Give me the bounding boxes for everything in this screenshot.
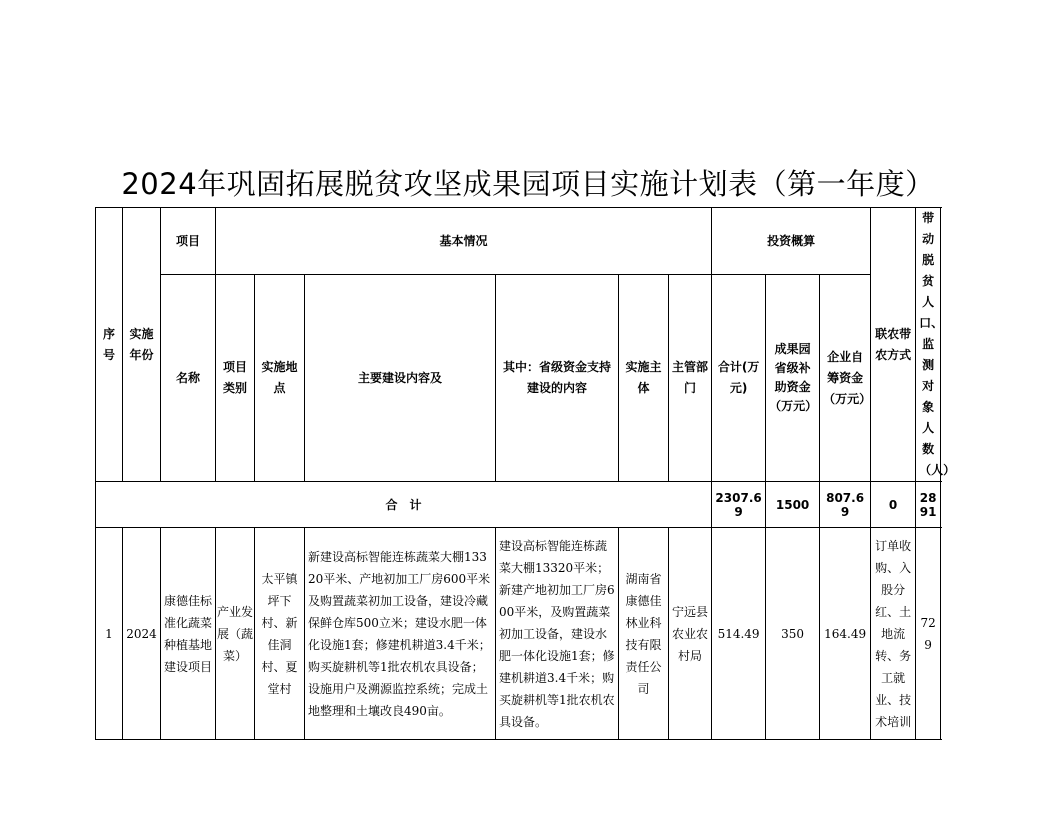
row-entity: 湖南省康德佳林业科技有限责任公司	[619, 528, 669, 740]
totals-provincial: 1500	[766, 482, 820, 528]
row-location: 太平镇坪下村、新佳洞村、夏堂村	[255, 528, 305, 740]
header-row-1	[96, 208, 941, 275]
row-total: 514.49	[712, 528, 766, 740]
row-provincial-fund: 350	[766, 528, 820, 740]
header-investment: 投资概算	[712, 208, 871, 275]
row-content: 新建设高标智能连栋蔬菜大棚13320平米、产地初加工厂房600平米及购置蔬菜初加工设备，建设冷藏保鲜仓库500立米；建设水肥一体化设施1套；修建机耕道3.4千米；购买旋耕机等1批农机农具设备；设施用户及溯源监控系统；完成土地整理和土壤改良490亩。	[305, 528, 496, 740]
header-people-count: 带动脱贫人口、监测对象人数（人）	[916, 208, 941, 482]
totals-link: 0	[871, 482, 916, 528]
header-category: 项目类别	[216, 275, 255, 482]
header-dept: 主管部门	[669, 275, 712, 482]
header-content: 主要建设内容及	[305, 275, 496, 482]
row-people: 729	[916, 528, 941, 740]
header-provincial-content: 其中：省级资金支持建设的内容	[496, 275, 619, 482]
header-row-2	[96, 275, 941, 482]
header-year: 实施年份	[123, 208, 161, 482]
row-year: 2024	[123, 528, 161, 740]
table-row	[96, 528, 941, 740]
header-entity: 实施主体	[619, 275, 669, 482]
totals-people: 2891	[916, 482, 941, 528]
row-provincial-content: 建设高标智能连栋蔬菜大棚13320平米；新建产地初加工厂房600平米，及购置蔬菜初加工设备，建设水肥一体化设施1套；修建机耕道3.4千米；购买旋耕机等1批农机农具设备。	[496, 528, 619, 740]
row-category: 产业发展（蔬菜）	[216, 528, 255, 740]
header-basic-info: 基本情况	[216, 208, 712, 275]
plan-table	[95, 207, 956, 740]
totals-total: 2307.69	[712, 482, 766, 528]
row-seq: 1	[96, 528, 123, 740]
header-provincial-fund: 成果园省级补助资金（万元）	[766, 275, 820, 482]
page-title: 2024年巩固拓展脱贫攻坚成果园项目实施计划表（第一年度）	[121, 167, 935, 201]
header-seq: 序号	[96, 208, 123, 482]
row-dept: 宁远县农业农村局	[669, 528, 712, 740]
header-link-method: 联农带农方式	[871, 208, 916, 482]
row-name: 康德佳标准化蔬菜种植基地建设项目	[161, 528, 216, 740]
header-project: 项目	[161, 208, 216, 275]
header-self-fund: 企业自筹资金（万元）	[820, 275, 871, 482]
header-location: 实施地点	[255, 275, 305, 482]
row-link-method: 订单收购、入股分红、土地流转、务工就业、技术培训	[871, 528, 916, 740]
totals-label: 合 计	[96, 482, 712, 528]
header-total: 合计(万元)	[712, 275, 766, 482]
totals-self: 807.69	[820, 482, 871, 528]
totals-row	[96, 482, 941, 528]
header-name: 名称	[161, 275, 216, 482]
row-self-fund: 164.49	[820, 528, 871, 740]
